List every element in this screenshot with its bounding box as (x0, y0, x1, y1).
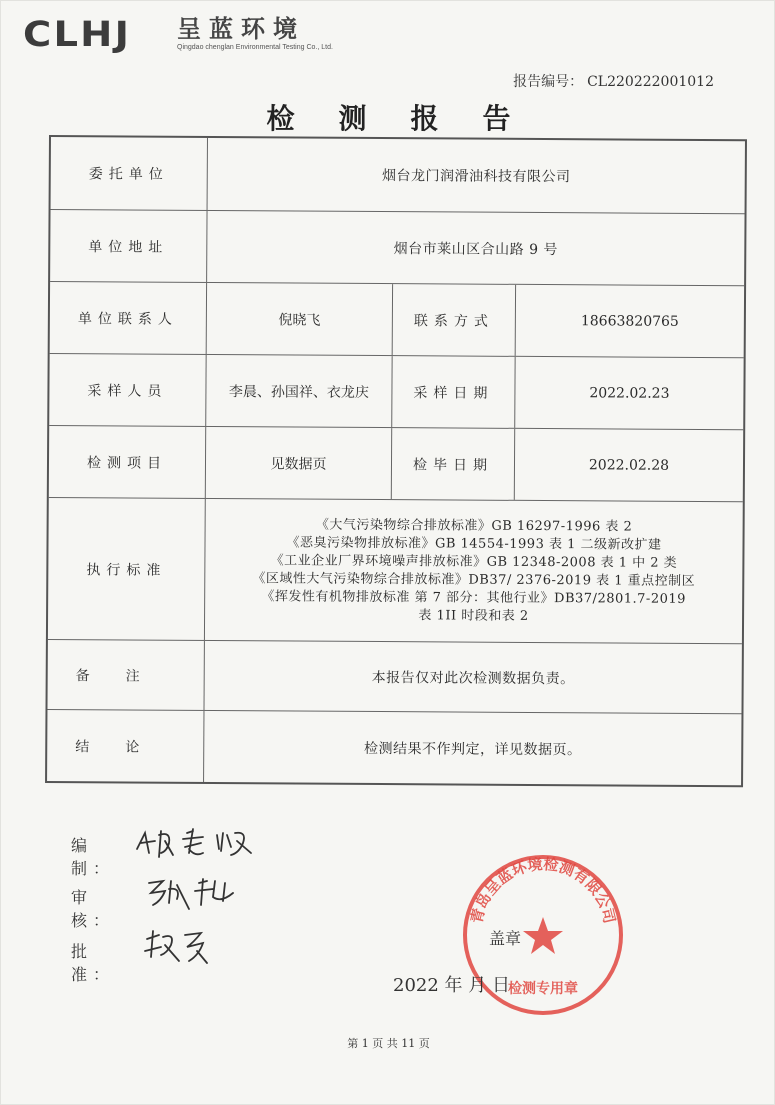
seal-ring-text: 青岛呈蓝环境检测有限公司 (467, 855, 619, 926)
report-number-label: 报告编号： (513, 74, 584, 90)
table-row (47, 639, 741, 713)
standard-line: 《工业企业厂界环境噪声排放标准》GB 12348-2008 表 1 中 2 类 (270, 552, 678, 571)
reviewer-row (71, 885, 137, 931)
standard-line: 《恶臭污染物排放标准》GB 14554-1993 表 1 二级新改扩建 (286, 534, 662, 553)
standard-line: 《挥发性有机物排放标准 第 7 部分：其他行业》DB37/2801.7-2019 (261, 588, 686, 607)
svg-text:青岛呈蓝环境检测有限公司 (467, 855, 618, 925)
sample-date-label: 采样日期 (391, 356, 514, 428)
standard-value (204, 499, 743, 643)
logo-mark: CLHJ (23, 15, 132, 55)
title-char: 告 (482, 102, 511, 135)
standard-line: 《区域性大气污染物综合排放标准》DB37/ 2376-2019 表 1 重点控制区 (252, 570, 696, 589)
stamp-label: 盖章 (489, 929, 522, 948)
phone-value: 18663820765 (515, 285, 744, 357)
contact-value: 倪晓飞 (206, 283, 392, 355)
client-label: 委托单位 (88, 166, 169, 183)
remark-label: 备注 (75, 667, 176, 685)
phone-label: 联系方式 (392, 284, 515, 356)
contact-label: 单位联系人 (77, 310, 178, 328)
sample-date-value: 2022.02.23 (514, 357, 743, 429)
table-row (48, 497, 743, 643)
star-icon (523, 917, 563, 954)
client-value: 烟台龙门润滑油科技有限公司 (207, 138, 745, 213)
conclusion-value: 检测结果不作判定，详见数据页。 (203, 711, 741, 785)
logo-english-name: Qingdao chenglan Environmental Testing Co., Ltd. (177, 44, 333, 51)
conclusion-label: 结论 (75, 738, 176, 756)
sampler-label: 采样人员 (87, 382, 168, 400)
approver-label: 批 准： (71, 942, 116, 984)
standard-line: 《大气污染物综合排放标准》GB 16297-1996 表 2 (315, 517, 633, 535)
table-row (51, 137, 745, 213)
standard-line: 表 1II 时段和表 2 (418, 607, 529, 624)
items-value: 见数据页 (205, 427, 391, 499)
reviewer-label: 审 核： (71, 888, 116, 930)
table-row (50, 209, 744, 285)
title-char: 报 (410, 102, 439, 135)
seal-bottom-text: 检测专用章 (508, 981, 578, 997)
logo-chinese-name: 呈蓝环境 (177, 15, 305, 43)
editor-label: 编 制： (71, 836, 116, 878)
table-row (49, 353, 743, 429)
standard-label: 执行标准 (86, 561, 167, 579)
finish-date-label: 检毕日期 (391, 428, 514, 500)
editor-signature (131, 819, 271, 865)
editor-row (71, 833, 137, 879)
items-label: 检测项目 (86, 454, 168, 472)
report-number-value: CL220222001012 (587, 74, 714, 90)
table-row (49, 425, 743, 501)
sign-date: 2022 年 月 日 (393, 975, 510, 996)
finish-date-value: 2022.02.28 (514, 429, 743, 501)
company-logo (23, 15, 333, 55)
approver-row (71, 939, 137, 985)
page-number: 第 1 页 共 11 页 (347, 1037, 430, 1050)
sampler-value: 李晨、孙国祥、衣龙庆 (205, 355, 391, 427)
table-row (50, 281, 744, 357)
approver-signature (141, 921, 221, 971)
address-value: 烟台市莱山区合山路 9 号 (206, 211, 744, 285)
address-label: 单位地址 (88, 238, 169, 256)
page-title (1, 97, 775, 137)
remark-value: 本报告仅对此次检测数据负责。 (203, 641, 741, 713)
reviewer-signature (141, 869, 251, 915)
table-row (47, 709, 741, 785)
report-number (513, 71, 714, 91)
title-char: 检 (266, 102, 295, 135)
title-char: 测 (338, 102, 367, 135)
report-info-table (45, 135, 747, 787)
